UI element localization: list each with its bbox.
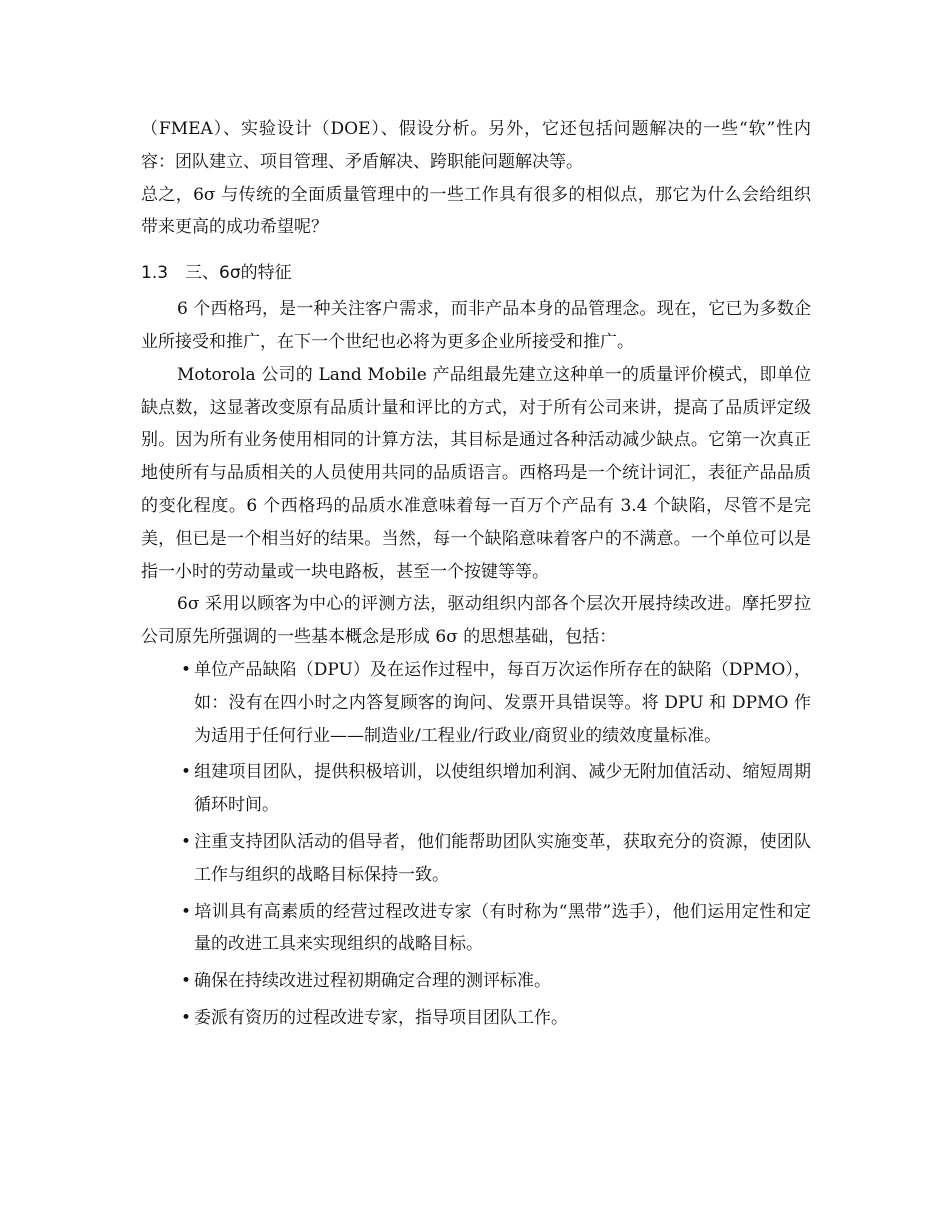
list-item: • 组建项目团队，提供积极培训，以使组织增加利润、减少无附加值活动、缩短周期循环时间。 [181, 756, 811, 822]
concept-list [141, 654, 811, 1035]
list-item: • 确保在持续改进过程初期确定合理的测评标准。 [181, 965, 811, 998]
document-body [141, 113, 811, 1039]
list-item: • 单位产品缺陷（DPU）及在运作过程中，每百万次运作所存在的缺陷（DPMO），如：没有在四小时之内答复顾客的询问、发票开具错误等。将 DPU 和 DPMO 作为适用于任何行业——制造业/工程业/行政业/商贸业的绩效度量标准。 [181, 654, 811, 752]
bullet-icon: • [181, 971, 192, 992]
section-title: 三、6σ的特征 [185, 263, 292, 284]
bullet-icon: • [181, 831, 192, 852]
section-heading [141, 257, 811, 289]
paragraph-six-sigma-intro: 6 个西格玛，是一种关注客户需求，而非产品本身的品管理念。现在，它已为多数企业所接受和推广，在下一个世纪也必将为更多企业所接受和推广。 [141, 299, 811, 352]
paragraph-motorola: Motorola 公司的 Land Mobile 产品组最先建立这种单一的质量评价模式，即单位缺点数，这显著改变原有品质计量和评比的方式，对于所有公司来讲，提高了品质评定级别。因为所有业务使用相同的计算方法，其目标是通过各种活动减少缺点。它第一次真正地使所有与品质相关的人员使用共同的品质语言。西格玛是一个统计词汇，表征产品品质的变化程度。6 个西格玛的品质水准意味着每一百万个产品有 3.4 个缺陷，尽管不是完美，但已是一个相当好的结果。当然，每一个缺陷意味着客户的不满意。一个单位可以是指一小时的劳动量或一块电路板，甚至一个按键等等。 [141, 364, 811, 582]
list-item: • 培训具有高素质的经营过程改进专家（有时称为“黑带”选手），他们运用定性和定量的改进工具来实现组织的战略目标。 [181, 896, 811, 962]
paragraph-fmea: （FMEA）、实验设计（DOE）、假设分析。另外，它还包括问题解决的一些“软”性内容：团队建立、项目管理、矛盾解决、跨职能问题解决等。 [141, 119, 811, 172]
paragraph-summary: 总之，6σ 与传统的全面质量管理中的一些工作具有很多的相似点，那它为什么会给组织带来更高的成功希望呢？ [141, 184, 811, 238]
paragraph-customer-focus: 6σ 采用以顾客为中心的评测方法，驱动组织内部各个层次开展持续改进。摩托罗拉公司原先所强调的一些基本概念是形成 6σ 的思想基础，包括： [141, 594, 811, 648]
list-item: • 注重支持团队活动的倡导者，他们能帮助团队实施变革，获取充分的资源，使团队工作与组织的战略目标保持一致。 [181, 826, 811, 892]
section-number: 1.3 [141, 263, 169, 284]
bullet-icon: • [181, 1007, 192, 1028]
list-item: • 委派有资历的过程改进专家，指导项目团队工作。 [181, 1002, 811, 1035]
bullet-icon: • [181, 901, 192, 922]
bullet-icon: • [181, 659, 192, 680]
bullet-icon: • [181, 762, 192, 783]
